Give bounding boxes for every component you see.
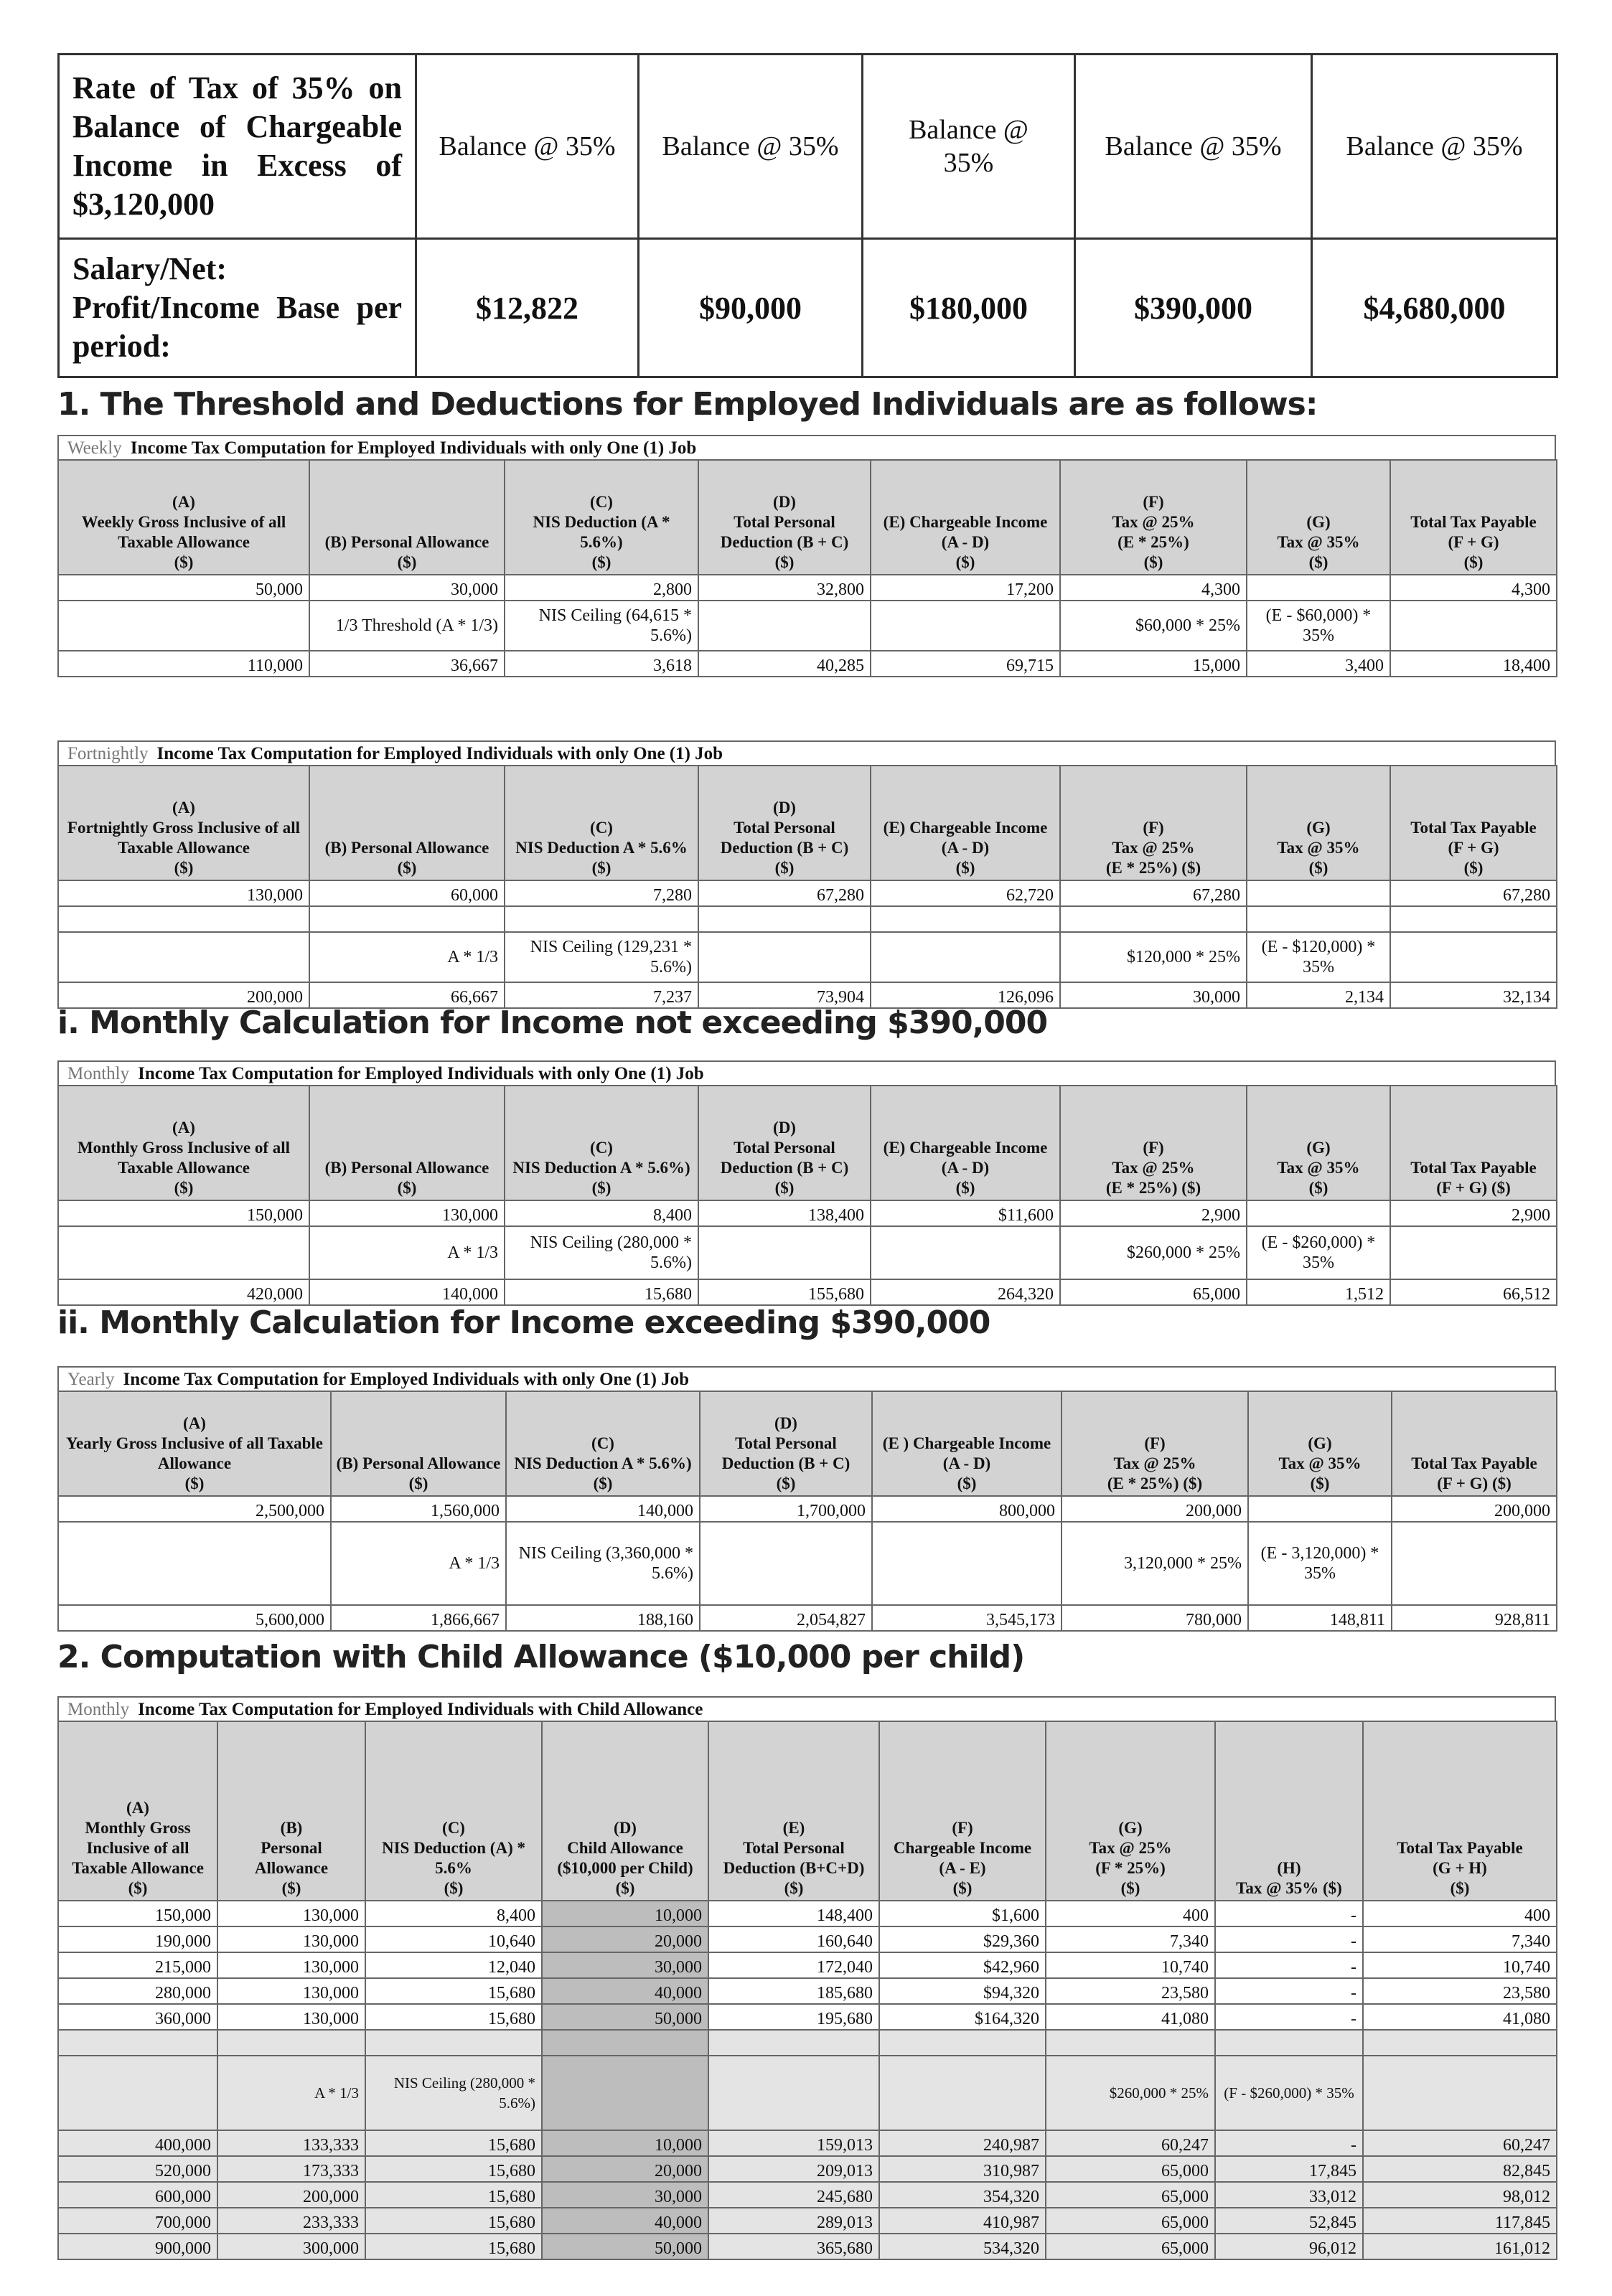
table-cell: 1,866,667 — [331, 1605, 506, 1631]
table-cell: 133,333 — [217, 2130, 365, 2156]
table-cell: 700,000 — [58, 2208, 217, 2234]
table-cell: 420,000 — [58, 1279, 309, 1305]
formula-note — [1363, 2056, 1557, 2130]
formula-note: $120,000 * 25% — [1060, 932, 1247, 982]
table-cell: 200,000 — [58, 982, 309, 1008]
table-cell: 82,845 — [1363, 2156, 1557, 2182]
formula-note: $260,000 * 25% — [1046, 2056, 1215, 2130]
table-cell: 3,400 — [1247, 651, 1390, 677]
column-header: (F) Tax @ 25% (E * 25%) ($) — [1060, 460, 1247, 575]
table-cell: 410,987 — [879, 2208, 1046, 2234]
empty-cell — [309, 906, 505, 932]
formula-note — [871, 932, 1060, 982]
table-cell: 3,618 — [505, 651, 698, 677]
table-caption — [57, 1696, 1556, 1721]
empty-cell — [365, 2030, 542, 2056]
table-cell: 15,680 — [365, 2004, 542, 2030]
table-cell: 130,000 — [217, 1978, 365, 2004]
column-header: (A) Yearly Gross Inclusive of all Taxable Allowance ($) — [58, 1391, 331, 1496]
table-cell: 60,247 — [1363, 2130, 1557, 2156]
table-cell: 200,000 — [1062, 1496, 1248, 1522]
table-cell: 245,680 — [708, 2182, 879, 2208]
column-header: (B) Personal Allowance ($) — [309, 1086, 505, 1200]
column-header: (F) Tax @ 25% (E * 25%) ($) — [1060, 1086, 1247, 1200]
table-cell: 900,000 — [58, 2234, 217, 2259]
formula-note — [872, 1522, 1062, 1605]
formula-note — [58, 932, 309, 982]
table-cell: 148,811 — [1248, 1605, 1392, 1631]
income-base-value: $12,822 — [416, 239, 639, 377]
income-base-label: Salary/Net: Profit/Income Base per period: — [59, 239, 416, 377]
table-cell: 15,680 — [505, 1279, 698, 1305]
table-cell: 32,134 — [1390, 982, 1557, 1008]
table-cell: 52,845 — [1215, 2208, 1363, 2234]
table-cell: 30,000 — [309, 575, 505, 601]
column-header: (D) Total Personal Deduction (B + C) ($) — [698, 460, 871, 575]
empty-cell — [698, 906, 871, 932]
table-cell: 50,000 — [58, 575, 309, 601]
table-cell: 73,904 — [698, 982, 871, 1008]
column-header: (C) NIS Deduction A * 5.6%) ($) — [505, 1086, 698, 1200]
table-cell: 67,280 — [698, 880, 871, 906]
empty-cell — [1060, 906, 1247, 932]
table-cell: 7,237 — [505, 982, 698, 1008]
table-cell: 7,280 — [505, 880, 698, 906]
table-cell: 15,680 — [365, 2208, 542, 2234]
table-cell: 15,680 — [365, 2130, 542, 2156]
column-header: (F) Tax @ 25% (E * 25%) ($) — [1062, 1391, 1248, 1496]
table-cell: 65,000 — [1046, 2182, 1215, 2208]
table-title: Income Tax Computation for Employed Individuals with only One (1) Job — [130, 438, 697, 458]
table-cell: 50,000 — [542, 2234, 708, 2259]
table-cell: 15,680 — [365, 2182, 542, 2208]
table-cell: 2,900 — [1390, 1200, 1557, 1226]
formula-note: NIS Ceiling (3,360,000 * 5.6%) — [506, 1522, 700, 1605]
period-label: Weekly — [67, 438, 122, 458]
table-cell: 354,320 — [879, 2182, 1046, 2208]
table-cell: 17,200 — [871, 575, 1060, 601]
table-cell: 18,400 — [1390, 651, 1557, 677]
column-header: (E ) Chargeable Income (A - D) ($) — [872, 1391, 1062, 1496]
table-cell: 10,640 — [365, 1926, 542, 1952]
column-header: (C) NIS Deduction (A) * 5.6% ($) — [365, 1721, 542, 1901]
column-header: (E) Chargeable Income (A - D) ($) — [871, 1086, 1060, 1200]
income-base-value: $4,680,000 — [1312, 239, 1557, 377]
empty-cell — [58, 2030, 217, 2056]
table-cell — [1247, 880, 1390, 906]
table-cell: - — [1215, 2004, 1363, 2030]
formula-note — [58, 1522, 331, 1605]
period-label: Fortnightly — [67, 744, 149, 763]
table-cell: 67,280 — [1060, 880, 1247, 906]
table-cell: 20,000 — [542, 1926, 708, 1952]
column-header: (B) Personal Allowance ($) — [309, 460, 505, 575]
balance-cell: Balance @ 35% — [1312, 55, 1557, 239]
table-cell: 400 — [1363, 1901, 1557, 1926]
table-cell: 32,800 — [698, 575, 871, 601]
column-header: (G) Tax @ 35% ($) — [1248, 1391, 1392, 1496]
table-cell: 600,000 — [58, 2182, 217, 2208]
table-cell: 20,000 — [542, 2156, 708, 2182]
column-header: (F) Chargeable Income (A - E) ($) — [879, 1721, 1046, 1901]
table-cell: 40,000 — [542, 1978, 708, 2004]
heading-child-allowance: 2. Computation with Child Allowance ($10,000 per child) — [57, 1639, 1025, 1675]
formula-note: A * 1/3 — [309, 1226, 505, 1279]
table-cell: 67,280 — [1390, 880, 1557, 906]
balance-cell: Balance @ 35% — [1075, 55, 1312, 239]
table-cell: 60,000 — [309, 880, 505, 906]
table-cell: 15,680 — [365, 2156, 542, 2182]
column-header: Total Tax Payable (F + G) ($) — [1390, 460, 1557, 575]
formula-note — [58, 1226, 309, 1279]
table-cell: 65,000 — [1046, 2234, 1215, 2259]
formula-note — [871, 601, 1060, 651]
empty-cell — [708, 2030, 879, 2056]
table-cell: 280,000 — [58, 1978, 217, 2004]
table-cell: 17,845 — [1215, 2156, 1363, 2182]
formula-note: 1/3 Threshold (A * 1/3) — [309, 601, 505, 651]
empty-cell — [1215, 2030, 1363, 2056]
column-header: (G) Tax @ 35% ($) — [1247, 766, 1390, 880]
rate-label: Rate of Tax of 35% on Balance of Chargeable Income in Excess of $3,120,000 — [59, 55, 416, 239]
formula-note — [58, 2056, 217, 2130]
table-cell: 10,000 — [542, 1901, 708, 1926]
table-cell: - — [1215, 1978, 1363, 2004]
empty-cell — [1046, 2030, 1215, 2056]
column-header: (G) Tax @ 35% ($) — [1247, 460, 1390, 575]
table-cell: 10,000 — [542, 2130, 708, 2156]
balance-cell: Balance @ 35% — [416, 55, 639, 239]
table-cell: 400 — [1046, 1901, 1215, 1926]
empty-cell — [217, 2030, 365, 2056]
formula-note — [1392, 1522, 1557, 1605]
income-base-value: $180,000 — [863, 239, 1075, 377]
table-cell — [1248, 1496, 1392, 1522]
formula-note: (E - $120,000) * 35% — [1247, 932, 1390, 982]
table-cell: 155,680 — [698, 1279, 871, 1305]
table-caption — [57, 1366, 1556, 1391]
empty-cell — [1247, 906, 1390, 932]
formula-note — [58, 601, 309, 651]
table-cell: 148,400 — [708, 1901, 879, 1926]
table-title: Income Tax Computation for Employed Individuals with Child Allowance — [138, 1700, 703, 1719]
table-cell: 4,300 — [1390, 575, 1557, 601]
table-cell: 173,333 — [217, 2156, 365, 2182]
column-header: Total Tax Payable (F + G) ($) — [1390, 766, 1557, 880]
table-cell: 15,000 — [1060, 651, 1247, 677]
table-cell: 130,000 — [217, 1952, 365, 1978]
table-cell: 780,000 — [1062, 1605, 1248, 1631]
table-cell: 62,720 — [871, 880, 1060, 906]
table-cell — [1247, 1200, 1390, 1226]
table-cell: 195,680 — [708, 2004, 879, 2030]
column-header: Total Tax Payable (F + G) ($) — [1390, 1086, 1557, 1200]
income-base-value: $390,000 — [1075, 239, 1312, 377]
table-cell: 4,300 — [1060, 575, 1247, 601]
table-cell: 30,000 — [1060, 982, 1247, 1008]
table-cell: 130,000 — [309, 1200, 505, 1226]
table-cell: 12,040 — [365, 1952, 542, 1978]
formula-note: NIS Ceiling (129,231 * 5.6%) — [505, 932, 698, 982]
table-cell: 800,000 — [872, 1496, 1062, 1522]
formula-note — [698, 1226, 871, 1279]
empty-cell — [58, 906, 309, 932]
table-title: Income Tax Computation for Employed Individuals with only One (1) Job — [138, 1064, 704, 1083]
table-cell: 1,560,000 — [331, 1496, 506, 1522]
balance-cell: Balance @ 35% — [863, 55, 1075, 239]
child-allowance-computation — [57, 1696, 1556, 2260]
column-header: (E) Chargeable Income (A - D) ($) — [871, 766, 1060, 880]
formula-note: (F - $260,000) * 35% — [1215, 2056, 1363, 2130]
table-cell: - — [1215, 1926, 1363, 1952]
table-cell: 130,000 — [217, 1926, 365, 1952]
column-header: (D) Total Personal Deduction (B + C) ($) — [700, 1391, 872, 1496]
table-cell — [1247, 575, 1390, 601]
table-cell: 1,512 — [1247, 1279, 1390, 1305]
formula-note: A * 1/3 — [309, 932, 505, 982]
column-header: (E) Total Personal Deduction (B+C+D) ($) — [708, 1721, 879, 1901]
empty-cell — [1390, 906, 1557, 932]
formula-note — [1390, 932, 1557, 982]
table-cell: 150,000 — [58, 1200, 309, 1226]
table-cell: 36,667 — [309, 651, 505, 677]
column-header: (A) Monthly Gross Inclusive of all Taxable Allowance ($) — [58, 1721, 217, 1901]
formula-note: A * 1/3 — [331, 1522, 506, 1605]
table-cell: 69,715 — [871, 651, 1060, 677]
column-header: Total Tax Payable (G + H) ($) — [1363, 1721, 1557, 1901]
table-cell: 534,320 — [879, 2234, 1046, 2259]
table-cell: 2,134 — [1247, 982, 1390, 1008]
table-cell: 2,500,000 — [58, 1496, 331, 1522]
column-header: (G) Tax @ 25% (F * 25%) ($) — [1046, 1721, 1215, 1901]
table-cell: 310,987 — [879, 2156, 1046, 2182]
formula-note: $60,000 * 25% — [1060, 601, 1247, 651]
table-cell: 130,000 — [58, 880, 309, 906]
monthly-computation — [57, 1060, 1556, 1306]
column-header: (D) Total Personal Deduction (B + C) ($) — [698, 1086, 871, 1200]
table-caption — [57, 1060, 1556, 1085]
table-cell: 160,640 — [708, 1926, 879, 1952]
income-base-value: $90,000 — [639, 239, 863, 377]
formula-note — [879, 2056, 1046, 2130]
column-header: (E) Chargeable Income (A - D) ($) — [871, 460, 1060, 575]
table-cell: 185,680 — [708, 1978, 879, 2004]
table-cell: 65,000 — [1046, 2208, 1215, 2234]
column-header: (A) Monthly Gross Inclusive of all Taxable Allowance ($) — [58, 1086, 309, 1200]
table-cell: 23,580 — [1046, 1978, 1215, 2004]
table-cell: 2,900 — [1060, 1200, 1247, 1226]
table-cell: 1,700,000 — [700, 1496, 872, 1522]
table-cell: $1,600 — [879, 1901, 1046, 1926]
empty-cell — [1363, 2030, 1557, 2056]
formula-note: A * 1/3 — [217, 2056, 365, 2130]
table-cell: 2,800 — [505, 575, 698, 601]
table-cell: 150,000 — [58, 1901, 217, 1926]
table-cell: 117,845 — [1363, 2208, 1557, 2234]
table-cell: 98,012 — [1363, 2182, 1557, 2208]
table-cell: - — [1215, 1952, 1363, 1978]
formula-note: NIS Ceiling (64,615 * 5.6%) — [505, 601, 698, 651]
column-header: (C) NIS Deduction A * 5.6%) ($) — [506, 1391, 700, 1496]
table-cell: 8,400 — [365, 1901, 542, 1926]
table-title: Income Tax Computation for Employed Individuals with only One (1) Job — [123, 1370, 690, 1389]
column-header: (G) Tax @ 35% ($) — [1247, 1086, 1390, 1200]
table-title: Income Tax Computation for Employed Individuals with only One (1) Job — [156, 744, 723, 763]
table-cell: 209,013 — [708, 2156, 879, 2182]
table-cell: 30,000 — [542, 2182, 708, 2208]
table-cell: - — [1215, 2130, 1363, 2156]
table-cell: $164,320 — [879, 2004, 1046, 2030]
table-cell: 10,740 — [1046, 1952, 1215, 1978]
table-cell: $11,600 — [871, 1200, 1060, 1226]
table-cell: 65,000 — [1060, 1279, 1247, 1305]
summary-table — [57, 53, 1556, 378]
table-cell: 215,000 — [58, 1952, 217, 1978]
table-caption — [57, 435, 1556, 459]
table-cell: 188,160 — [506, 1605, 700, 1631]
table-cell: 10,740 — [1363, 1952, 1557, 1978]
weekly-computation — [57, 435, 1556, 677]
table-cell: 40,000 — [542, 2208, 708, 2234]
period-label: Yearly — [67, 1370, 115, 1389]
table-cell: 520,000 — [58, 2156, 217, 2182]
table-cell: 7,340 — [1363, 1926, 1557, 1952]
table-cell: 190,000 — [58, 1926, 217, 1952]
table-cell: 5,600,000 — [58, 1605, 331, 1631]
column-header: (F) Tax @ 25% (E * 25%) ($) — [1060, 766, 1247, 880]
formula-note — [708, 2056, 879, 2130]
table-cell: 400,000 — [58, 2130, 217, 2156]
table-cell: 200,000 — [217, 2182, 365, 2208]
yearly-computation — [57, 1366, 1556, 1632]
formula-note — [1390, 1226, 1557, 1279]
table-cell: 60,247 — [1046, 2130, 1215, 2156]
formula-note — [542, 2056, 708, 2130]
column-header: (B) Personal Allowance ($) — [331, 1391, 506, 1496]
formula-note: (E - $260,000) * 35% — [1247, 1226, 1390, 1279]
column-header: (A) Fortnightly Gross Inclusive of all Taxable Allowance ($) — [58, 766, 309, 880]
column-header: (B) Personal Allowance ($) — [309, 766, 505, 880]
table-cell: 40,285 — [698, 651, 871, 677]
table-cell: 928,811 — [1392, 1605, 1557, 1631]
table-cell: $94,320 — [879, 1978, 1046, 2004]
table-cell: 289,013 — [708, 2208, 879, 2234]
formula-note: (E - $60,000) * 35% — [1247, 601, 1390, 651]
formula-note: NIS Ceiling (280,000 * 5.6%) — [505, 1226, 698, 1279]
column-header: (C) NIS Deduction (A * 5.6%) ($) — [505, 460, 698, 575]
table-cell: 264,320 — [871, 1279, 1060, 1305]
table-cell: 172,040 — [708, 1952, 879, 1978]
heading-monthly-over: ii. Monthly Calculation for Income exceeding $390,000 — [57, 1304, 990, 1341]
balance-cell: Balance @ 35% — [639, 55, 863, 239]
column-header: (B) Personal Allowance ($) — [217, 1721, 365, 1901]
table-cell: 240,987 — [879, 2130, 1046, 2156]
table-cell: 41,080 — [1046, 2004, 1215, 2030]
table-cell: 159,013 — [708, 2130, 879, 2156]
period-label: Monthly — [67, 1700, 130, 1719]
empty-cell — [542, 2030, 708, 2056]
formula-note — [698, 932, 871, 982]
table-cell: 65,000 — [1046, 2156, 1215, 2182]
table-caption — [57, 740, 1556, 765]
table-cell: 2,054,827 — [700, 1605, 872, 1631]
table-cell: 140,000 — [506, 1496, 700, 1522]
heading-monthly-under: i. Monthly Calculation for Income not exceeding $390,000 — [57, 1004, 1048, 1041]
table-cell: 140,000 — [309, 1279, 505, 1305]
column-header: (A) Weekly Gross Inclusive of all Taxable Allowance ($) — [58, 460, 309, 575]
fortnightly-computation — [57, 740, 1556, 1009]
table-cell: 161,012 — [1363, 2234, 1557, 2259]
formula-note: NIS Ceiling (280,000 * 5.6%) — [365, 2056, 542, 2130]
table-cell: 233,333 — [217, 2208, 365, 2234]
table-cell: 50,000 — [542, 2004, 708, 2030]
table-cell: - — [1215, 1901, 1363, 1926]
column-header: (C) NIS Deduction A * 5.6% ($) — [505, 766, 698, 880]
column-header: Total Tax Payable (F + G) ($) — [1392, 1391, 1557, 1496]
formula-note: $260,000 * 25% — [1060, 1226, 1247, 1279]
column-header: (H) Tax @ 35% ($) — [1215, 1721, 1363, 1901]
empty-cell — [505, 906, 698, 932]
table-cell: 365,680 — [708, 2234, 879, 2259]
table-cell: 130,000 — [217, 2004, 365, 2030]
table-cell: 110,000 — [58, 651, 309, 677]
period-label: Monthly — [67, 1064, 130, 1083]
empty-cell — [879, 2030, 1046, 2056]
empty-cell — [871, 906, 1060, 932]
table-cell: 23,580 — [1363, 1978, 1557, 2004]
table-cell: 360,000 — [58, 2004, 217, 2030]
table-cell: 126,096 — [871, 982, 1060, 1008]
table-cell: $29,360 — [879, 1926, 1046, 1952]
table-cell: $42,960 — [879, 1952, 1046, 1978]
formula-note — [700, 1522, 872, 1605]
table-cell: 300,000 — [217, 2234, 365, 2259]
table-cell: 41,080 — [1363, 2004, 1557, 2030]
heading-threshold: 1. The Threshold and Deductions for Employed Individuals are as follows: — [57, 386, 1318, 423]
table-cell: 130,000 — [217, 1901, 365, 1926]
table-cell: 15,680 — [365, 1978, 542, 2004]
formula-note — [1390, 601, 1557, 651]
table-cell: 7,340 — [1046, 1926, 1215, 1952]
formula-note — [871, 1226, 1060, 1279]
column-header: (D) Total Personal Deduction (B + C) ($) — [698, 766, 871, 880]
table-cell: 8,400 — [505, 1200, 698, 1226]
table-cell: 33,012 — [1215, 2182, 1363, 2208]
table-cell: 66,512 — [1390, 1279, 1557, 1305]
table-cell: 200,000 — [1392, 1496, 1557, 1522]
table-cell: 15,680 — [365, 2234, 542, 2259]
formula-note — [698, 601, 871, 651]
formula-note: (E - 3,120,000) * 35% — [1248, 1522, 1392, 1605]
formula-note: 3,120,000 * 25% — [1062, 1522, 1248, 1605]
table-cell: 138,400 — [698, 1200, 871, 1226]
table-cell: 30,000 — [542, 1952, 708, 1978]
table-cell: 3,545,173 — [872, 1605, 1062, 1631]
column-header: (D) Child Allowance ($10,000 per Child) ($) — [542, 1721, 708, 1901]
table-cell: 66,667 — [309, 982, 505, 1008]
table-cell: 96,012 — [1215, 2234, 1363, 2259]
